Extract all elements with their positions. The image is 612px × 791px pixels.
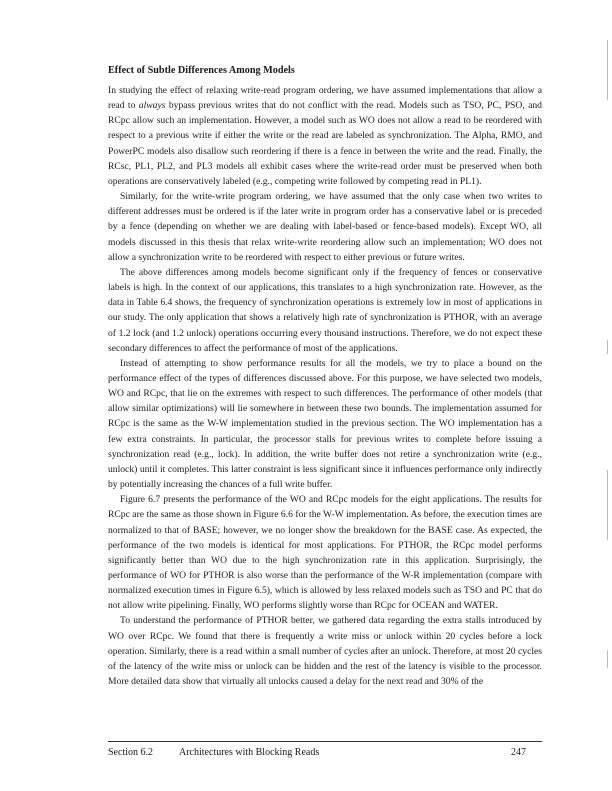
scan-margin-mark: [607, 650, 608, 668]
scan-margin-mark: [607, 340, 608, 354]
section-heading: Effect of Subtle Differences Among Models: [108, 65, 295, 76]
body-text: [108, 83, 542, 689]
footer-section-label: Section 6.2: [108, 747, 153, 758]
page-number: 247: [511, 747, 526, 758]
footer-section-title: Architectures with Blocking Reads: [179, 747, 320, 758]
paragraph-3: The above differences among models become significant only if the frequency of fences or conservative labels is high. In the context of our applications, this translates to a high synchronization rate. However, as the data in Table 6.4 shows, the frequency of synchronization operations is extremely low in most of applications in our study. The only application that shows a relatively high rate of synchronization is PTHOR, with an average of 1.2 lock (and 1.2 unlock) operations occurring every thousand instructions. Therefore, we do not expect these secondary differences to affect the performance of most of the applications.: [108, 266, 542, 354]
paragraph-2: Similarly, for the write-write program ordering, we have assumed that the only case when two writes to different addresses must be ordered is if the later write in program order has a conservative label or is preceded by a fence (depending on whether we are dealing with label-based or fence-based models). Except WO, all models discussed in this thesis that relax write-write reordering allow such an implementation; WO does not allow a synchronization write to be reordered with respect to either previous or future writes.: [108, 191, 542, 263]
paragraph-6: To understand the performance of PTHOR better, we gathered data regarding the extra stalls introduced by WO over RCpc. We found that there is frequently a write miss or unlock within 20 cycles before a lock operation. Similarly, there is a read within a small number of cycles after an unlock. Therefore, at most 20 cycles of the latency of the write miss or unlock can be hidden and the rest of the latency is visible to the processor. More detailed data show that virtually all unlocks caused a delay for the next read and 30% of the: [108, 615, 542, 688]
paragraph-1: [108, 83, 542, 189]
paragraph-1-lead: In studying the effect of relaxing write-read program ordering, we have assumed implementations that allow a read to: [108, 85, 542, 112]
scan-margin-mark: [607, 40, 608, 100]
footer-rule: [108, 741, 542, 742]
paragraph-1-rest: bypass previous writes that do not conflict with the read. Models such as TSO, PC, PSO, and RCpc allow such an implementation. However, a model such as WO does not allow a read to be reordered with respect to a previous write if either the write or the read are labeled as synchronization. The Alpha, RMO, and PowerPC models also disallow such reordering if there is a fence in between the write and the read. Finally, the RCsc, PL1, PL2, and PL3 models all exhibit cases where the write-read order must be preserved when both operations are conservatively labeled (e.g., competing write followed by competing read in PL1).: [108, 100, 542, 187]
paragraph-4: Instead of attempting to show performance results for all the models, we try to place a bound on the performance effect of the types of differences discussed above. For this purpose, we have selected two models, WO and RCpc, that lie on the extremes with respect to such differences. The performance of other models (that allow similar optimizations) will lie somewhere in between these two bounds. The implementation assumed for RCpc is the same as the W-W implementation studied in the previous section. The WO implementation has a few extra constraints. In particular, the processor stalls for previous writes to complete before issuing a synchronization read (e.g., lock). In addition, the write buffer does not retire a synchronization write (e.g., unlock) until it completes. This latter constraint is less significant since it influences performance only indirectly by potentially increasing the chances of a full write buffer.: [108, 357, 542, 491]
emphasis-always: always: [138, 100, 166, 112]
scan-margin-mark: [607, 470, 608, 540]
paragraph-5: Figure 6.7 presents the performance of the WO and RCpc models for the eight applications. The results for RCpc are the same as those shown in Figure 6.6 for the W-W implementation. As before, the execution times are normalized to that of BASE; however, we no longer show the breakdown for the BASE case. As expected, the performance of the two models is identical for most applications. For PTHOR, the RCpc model performs significantly better than WO due to the high synchronization rate in this application. Surprisingly, the performance of WO for PTHOR is also worse than the performance of the W-R implementation (compare with normalized execution times in Figure 6.5), which is allowed by less relaxed models such as TSO and PC that do not allow write pipelining. Finally, WO performs slightly worse than RCpc for OCEAN and WATER.: [108, 494, 542, 612]
